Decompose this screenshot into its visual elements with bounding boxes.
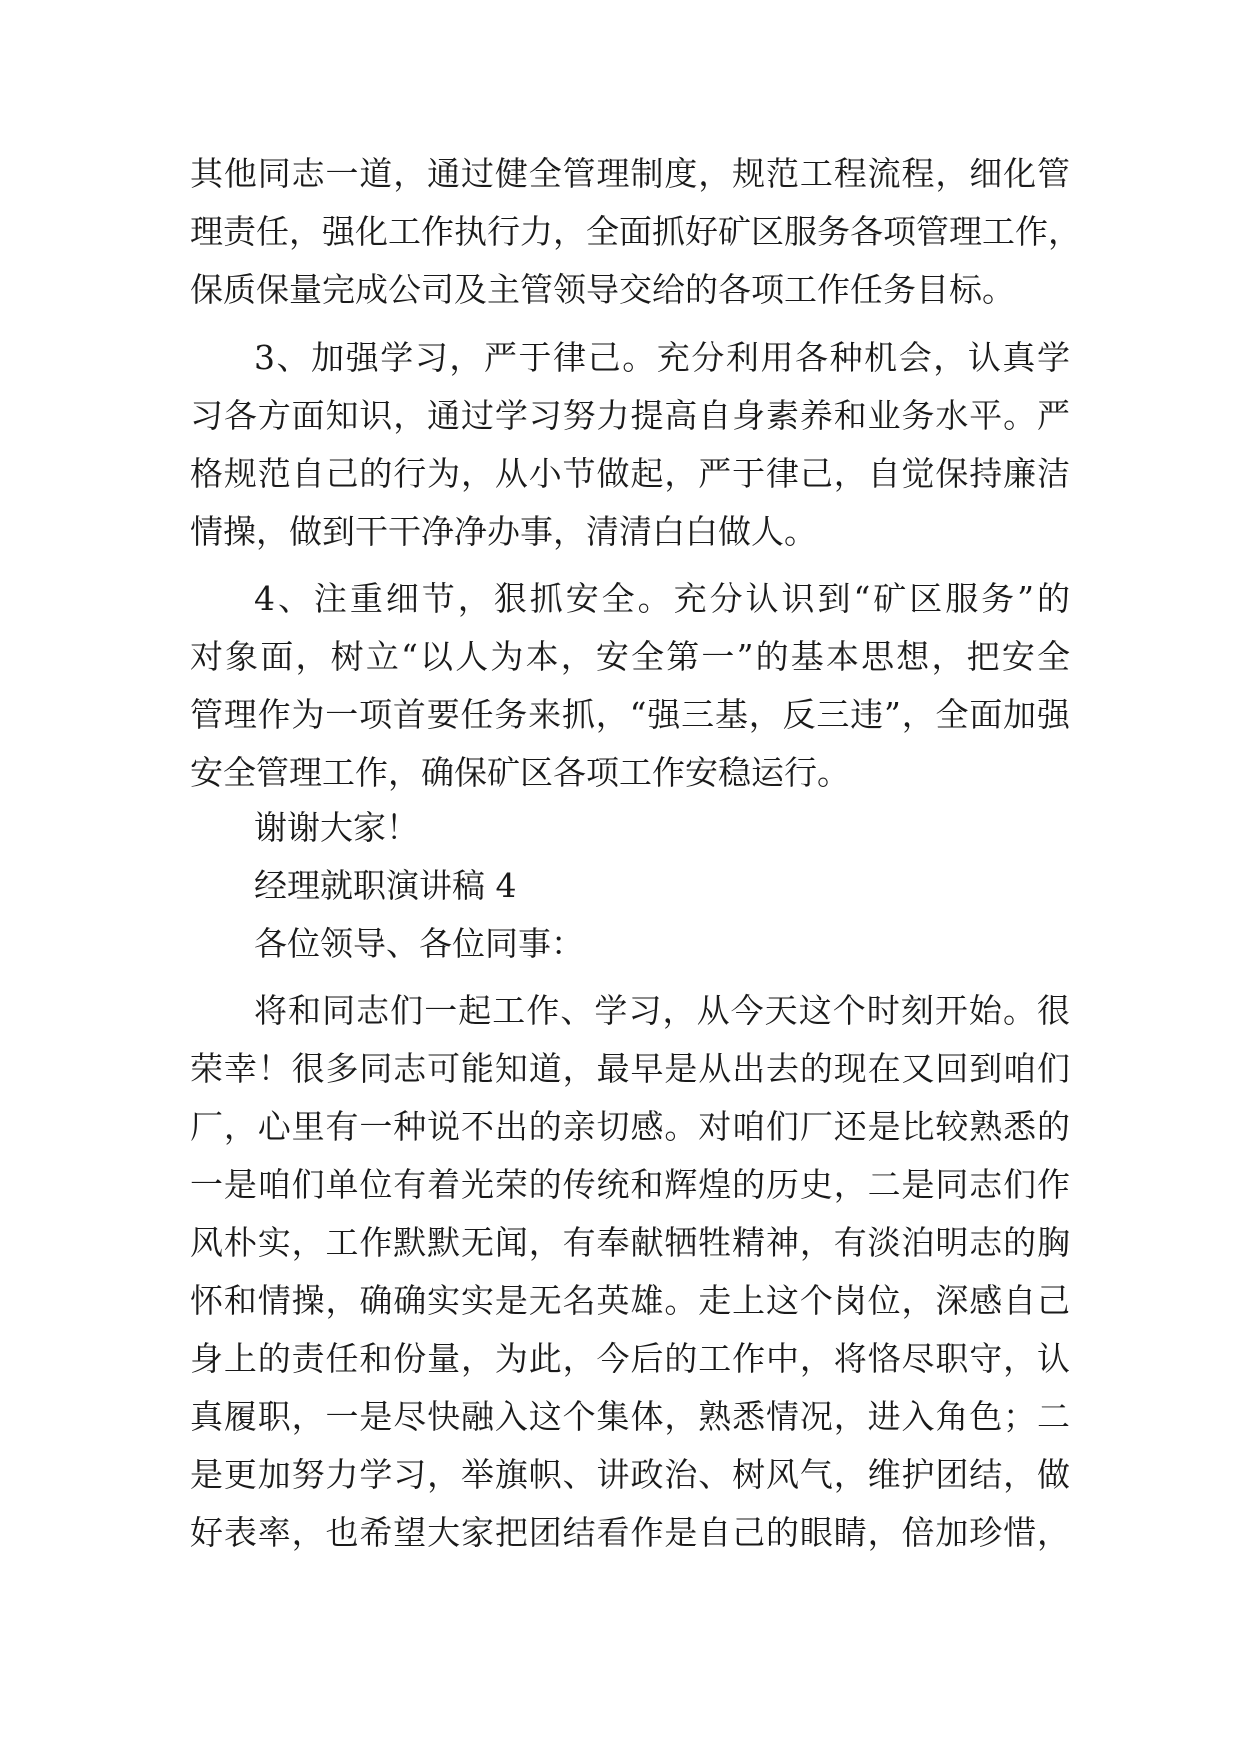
paragraph-line: 安全管理工作，确保矿区各项工作安稳运行。 [190, 753, 850, 792]
paragraph-line: 风朴实，工作默默无闻，有奉献牺牲精神，有淡泊明志的胸 [190, 1223, 1070, 1262]
paragraph-line: 情操，做到干干净净办事，清清白白做人。 [190, 512, 817, 551]
closing-line: 谢谢大家！ [254, 808, 419, 847]
paragraph-line: 一是咱们单位有着光荣的传统和辉煌的历史，二是同志们作 [190, 1165, 1070, 1204]
paragraph-line: 格规范自己的行为，从小节做起，严于律己，自觉保持廉洁 [190, 454, 1070, 493]
paragraph-line: 其他同志一道，通过健全管理制度，规范工程流程，细化管 [190, 154, 1070, 193]
section-heading: 经理就职演讲稿 4 [254, 866, 517, 905]
paragraph-line: 怀和情操，确确实实是无名英雄。走上这个岗位，深感自己 [190, 1281, 1070, 1320]
paragraph-line: 将和同志们一起工作、学习，从今天这个时刻开始。很 [254, 991, 1070, 1030]
paragraph-line: 4、注重细节，狠抓安全。充分认识到“矿区服务”的 [254, 579, 1070, 618]
paragraph-line: 好表率，也希望大家把团结看作是自己的眼睛，倍加珍惜， [190, 1513, 1070, 1552]
paragraph-line: 厂，心里有一种说不出的亲切感。对咱们厂还是比较熟悉的 [190, 1107, 1070, 1146]
paragraph-line: 理责任，强化工作执行力，全面抓好矿区服务各项管理工作， [190, 212, 1081, 251]
salutation: 各位领导、各位同事： [254, 924, 584, 963]
paragraph-line: 真履职，一是尽快融入这个集体，熟悉情况，进入角色；二 [190, 1397, 1070, 1436]
paragraph-line: 是更加努力学习，举旗帜、讲政治、树风气，维护团结，做 [190, 1455, 1070, 1494]
paragraph-line: 管理作为一项首要任务来抓，“强三基，反三违”，全面加强 [190, 695, 1070, 734]
paragraph-line: 荣幸！很多同志可能知道，最早是从出去的现在又回到咱们 [190, 1049, 1070, 1088]
paragraph-line: 身上的责任和份量，为此，今后的工作中，将恪尽职守，认 [190, 1339, 1070, 1378]
paragraph-line: 3、加强学习，严于律己。充分利用各种机会，认真学 [254, 338, 1070, 377]
paragraph-line: 保质保量完成公司及主管领导交给的各项工作任务目标。 [190, 270, 1015, 309]
paragraph-line: 习各方面知识，通过学习努力提高自身素养和业务水平。严 [190, 396, 1070, 435]
paragraph-line: 对象面，树立“以人为本，安全第一”的基本思想，把安全 [190, 637, 1070, 676]
